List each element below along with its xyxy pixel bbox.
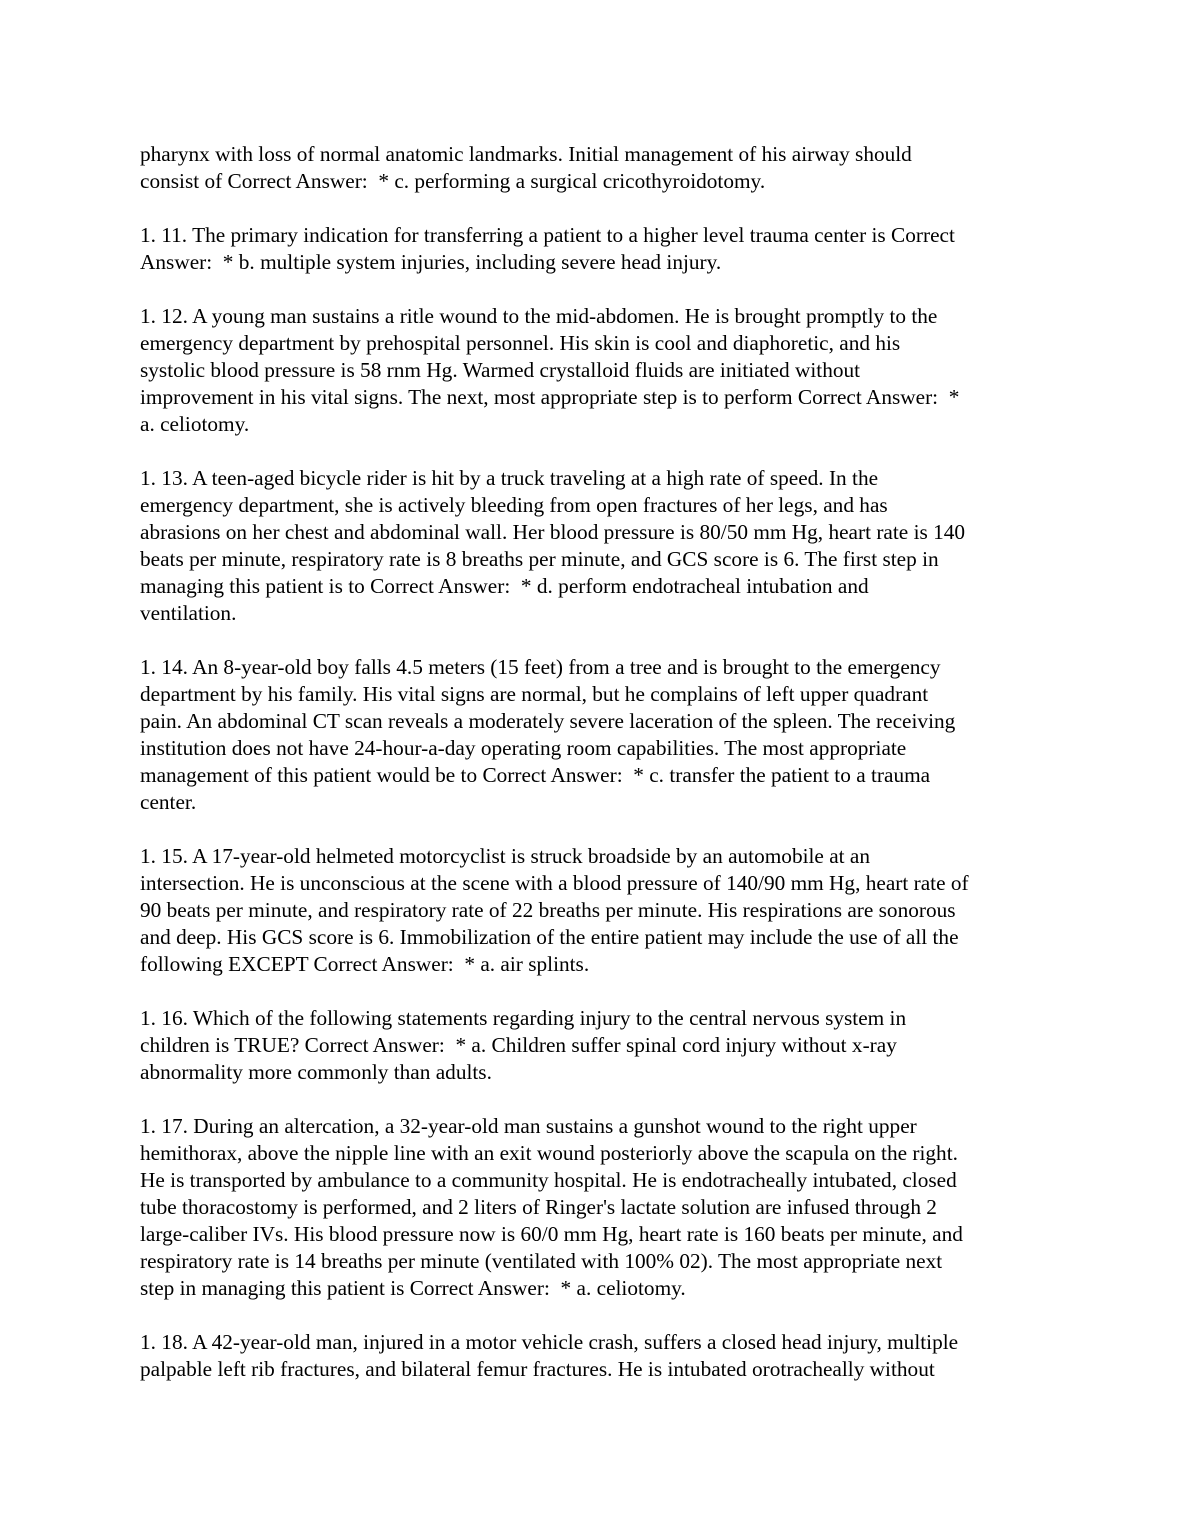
text-line: a. celiotomy. <box>140 412 250 436</box>
question-paragraph <box>140 1113 1080 1302</box>
text-line: department by his family. His vital signs are normal, but he complains of left upper quadrant <box>140 682 929 706</box>
text-line: 1. 18. A 42-year-old man, injured in a motor vehicle crash, suffers a closed head injury, multiple <box>140 1330 959 1354</box>
text-line: emergency department by prehospital personnel. His skin is cool and diaphoretic, and his <box>140 331 901 355</box>
question-paragraph <box>140 1329 1080 1383</box>
text-line: 1. 15. A 17-year-old helmeted motorcyclist is struck broadside by an automobile at an <box>140 844 871 868</box>
text-line: children is TRUE? Correct Answer: * a. Children suffer spinal cord injury without x-ray <box>140 1033 897 1057</box>
question-paragraph <box>140 141 1080 195</box>
text-line: 1. 13. A teen-aged bicycle rider is hit by a truck traveling at a high rate of speed. In the <box>140 466 879 490</box>
text-line: He is transported by ambulance to a community hospital. He is endotracheally intubated, closed <box>140 1168 957 1192</box>
text-line: step in managing this patient is Correct Answer: * a. celiotomy. <box>140 1276 686 1300</box>
text-line: managing this patient is to Correct Answer: * d. perform endotracheal intubation and <box>140 574 869 598</box>
text-line: large-caliber IVs. His blood pressure now is 60/0 mm Hg, heart rate is 160 beats per minute, and <box>140 1222 963 1246</box>
question-paragraph <box>140 222 1080 276</box>
text-line: following EXCEPT Correct Answer: * a. air splints. <box>140 952 590 976</box>
text-line: consist of Correct Answer: * c. performing a surgical cricothyroidotomy. <box>140 169 766 193</box>
text-line: intersection. He is unconscious at the scene with a blood pressure of 140/90 mm Hg, heart rate of <box>140 871 969 895</box>
text-line: 1. 14. An 8-year-old boy falls 4.5 meters (15 feet) from a tree and is brought to the emergency <box>140 655 941 679</box>
text-line: palpable left rib fractures, and bilateral femur fractures. He is intubated orotracheally without <box>140 1357 935 1381</box>
text-line: ventilation. <box>140 601 237 625</box>
text-line: and deep. His GCS score is 6. Immobilization of the entire patient may include the use of all the <box>140 925 959 949</box>
text-line: pain. An abdominal CT scan reveals a moderately severe laceration of the spleen. The receiving <box>140 709 956 733</box>
question-paragraph <box>140 303 1080 438</box>
text-line: hemithorax, above the nipple line with an exit wound posteriorly above the scapula on the right. <box>140 1141 958 1165</box>
question-paragraph <box>140 843 1080 978</box>
text-line: management of this patient would be to Correct Answer: * c. transfer the patient to a trauma <box>140 763 931 787</box>
text-line: systolic blood pressure is 58 rnm Hg. Warmed crystalloid fluids are initiated without <box>140 358 861 382</box>
text-line: 1. 11. The primary indication for transferring a patient to a higher level trauma center is Correct <box>140 223 955 247</box>
text-line: Answer: * b. multiple system injuries, including severe head injury. <box>140 250 722 274</box>
text-line: beats per minute, respiratory rate is 8 breaths per minute, and GCS score is 6. The first step in <box>140 547 939 571</box>
text-line: abnormality more commonly than adults. <box>140 1060 492 1084</box>
text-line: 90 beats per minute, and respiratory rate of 22 breaths per minute. His respirations are sonorous <box>140 898 956 922</box>
text-line: pharynx with loss of normal anatomic landmarks. Initial management of his airway should <box>140 142 912 166</box>
text-line: improvement in his vital signs. The next, most appropriate step is to perform Correct Answer: * <box>140 385 960 409</box>
question-paragraph <box>140 1005 1080 1086</box>
text-line: institution does not have 24-hour-a-day operating room capabilities. The most appropriate <box>140 736 907 760</box>
text-line: 1. 17. During an altercation, a 32-year-old man sustains a gunshot wound to the right upper <box>140 1114 917 1138</box>
text-line: respiratory rate is 14 breaths per minute (ventilated with 100% 02). The most appropriate next <box>140 1249 943 1273</box>
text-line: tube thoracostomy is performed, and 2 liters of Ringer's lactate solution are infused through 2 <box>140 1195 937 1219</box>
document-page <box>140 141 1080 1410</box>
text-line: emergency department, she is actively bleeding from open fractures of her legs, and has <box>140 493 888 517</box>
question-paragraph <box>140 465 1080 627</box>
text-line: 1. 12. A young man sustains a ritle wound to the mid-abdomen. He is brought promptly to the <box>140 304 938 328</box>
text-line: center. <box>140 790 197 814</box>
text-line: abrasions on her chest and abdominal wall. Her blood pressure is 80/50 mm Hg, heart rate is 140 <box>140 520 966 544</box>
question-paragraph <box>140 654 1080 816</box>
text-line: 1. 16. Which of the following statements regarding injury to the central nervous system in <box>140 1006 907 1030</box>
